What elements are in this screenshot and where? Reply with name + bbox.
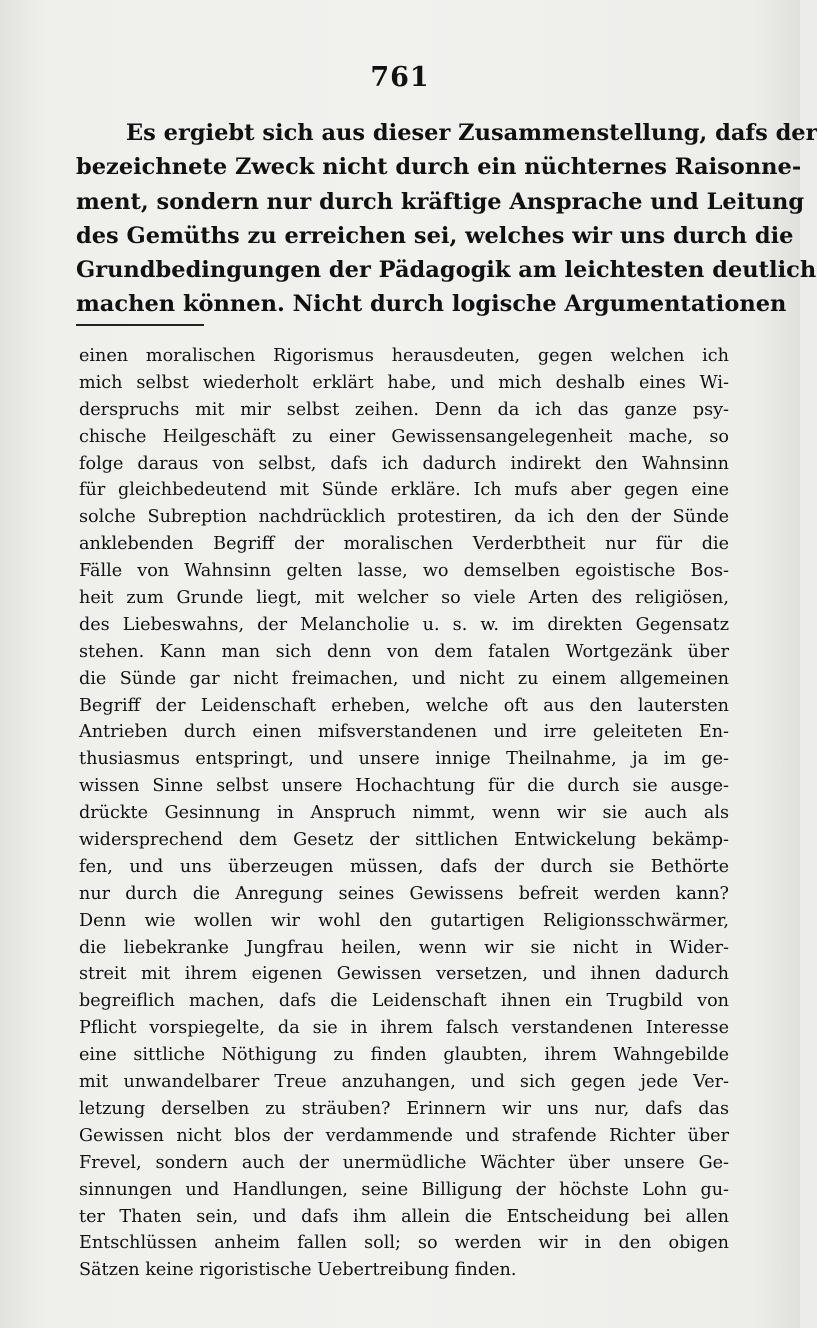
- footnote-line: des Liebeswahns, der Melancholie u. s. w. im direkten Gegensatz: [79, 614, 729, 635]
- footnote-line: für gleichbedeutend mit Sünde erkläre. Ich mufs aber gegen eine: [79, 480, 729, 501]
- footnote-line: Entschlüssen anheim fallen soll; so werden wir in den obigen: [79, 1233, 729, 1254]
- footnote-line: mich selbst wiederholt erklärt habe, und mich deshalb eines Wi-: [79, 372, 729, 393]
- footnote-line: eine sittliche Nöthigung zu finden glaubten, ihrem Wahngebilde: [79, 1045, 729, 1066]
- footnote-separator: [76, 324, 204, 326]
- main-text-line: bezeichnete Zweck nicht durch ein nüchternes Raisonne-: [76, 154, 802, 181]
- main-text-line: Grundbedingungen der Pädagogik am leichtesten deutlich: [76, 257, 817, 284]
- footnote-line: nur durch die Anregung seines Gewissens befreit werden kann?: [79, 883, 729, 904]
- main-text-line: des Gemüths zu erreichen sei, welches wir uns durch die: [76, 222, 794, 249]
- footnote-line: die Sünde gar nicht freimachen, und nicht zu einem allgemeinen: [79, 668, 729, 689]
- footnote-line: heit zum Grunde liegt, mit welcher so viele Arten des religiösen,: [79, 588, 729, 609]
- footnote-line: mit unwandelbarer Treue anzuhangen, und sich gegen jede Ver-: [79, 1072, 729, 1093]
- footnote-line: Antrieben durch einen mifsverstandenen und irre geleiteten En-: [79, 722, 729, 743]
- footnote-line: Begriff der Leidenschaft erheben, welche oft aus den lautersten: [79, 695, 729, 716]
- main-text-line: ment, sondern nur durch kräftige Ansprache und Leitung: [76, 188, 805, 215]
- footnote-line: einen moralischen Rigorismus herausdeuten, gegen welchen ich: [79, 346, 729, 366]
- footnote-line: anklebenden Begriff der moralischen Verderbtheit nur für die: [79, 534, 729, 555]
- footnote-line: stehen. Kann man sich denn von dem fatalen Wortgezänk über: [79, 641, 729, 662]
- footnote-line: chische Heilgeschäft zu einer Gewissensangelegenheit mache, so: [79, 426, 729, 447]
- main-body-text: [76, 116, 817, 322]
- footnote-line: derspruchs mit mir selbst zeihen. Denn da ich das ganze psy-: [79, 399, 729, 420]
- footnote-line: streit mit ihrem eigenen Gewissen versetzen, und ihnen dadurch: [79, 964, 729, 985]
- main-text-line: machen können. Nicht durch logische Argumentationen: [76, 291, 787, 318]
- footnote-line: sinnungen und Handlungen, seine Billigung der höchste Lohn gu-: [79, 1179, 729, 1200]
- footnote-text: [79, 343, 729, 1284]
- footnote-line: thusiasmus entspringt, und unsere innige Theilnahme, ja im ge-: [79, 749, 729, 770]
- footnote-line: Pflicht vorspiegelte, da sie in ihrem falsch verstandenen Interesse: [79, 1018, 729, 1039]
- footnote-line: Sätzen keine rigoristische Uebertreibung finden.: [79, 1260, 517, 1281]
- main-text-line: Es ergiebt sich aus dieser Zusammenstellung, dafs der: [126, 120, 817, 146]
- footnote-line: Denn wie wollen wir wohl den gutartigen Religionsschwärmer,: [79, 910, 729, 931]
- footnote-line: Frevel, sondern auch der unermüdliche Wächter über unsere Ge-: [79, 1152, 729, 1173]
- footnote-line: fen, und uns überzeugen müssen, dafs der durch sie Bethörte: [79, 856, 729, 877]
- footnote-line: die liebekranke Jungfrau heilen, wenn wir sie nicht in Wider-: [79, 937, 729, 958]
- footnote-line: widersprechend dem Gesetz der sittlichen Entwickelung bekämp-: [79, 830, 729, 851]
- footnote-line: Gewissen nicht blos der verdammende und strafende Richter über: [79, 1125, 729, 1146]
- footnote-line: letzung derselben zu sträuben? Erinnern wir uns nur, dafs das: [79, 1098, 729, 1119]
- page-number: 761: [370, 62, 430, 93]
- footnote-line: begreiflich machen, dafs die Leidenschaft ihnen ein Trugbild von: [79, 991, 729, 1012]
- footnote-line: drückte Gesinnung in Anspruch nimmt, wenn wir sie auch als: [79, 803, 729, 824]
- footnote-line: folge daraus von selbst, dafs ich dadurch indirekt den Wahnsinn: [79, 453, 729, 474]
- footnote-line: ter Thaten sein, und dafs ihm allein die Entscheidung bei allen: [79, 1206, 729, 1227]
- footnote-line: Fälle von Wahnsinn gelten lasse, wo demselben egoistische Bos-: [79, 561, 729, 582]
- footnote-line: solche Subreption nachdrücklich protestiren, da ich den der Sünde: [79, 507, 729, 528]
- footnote-line: wissen Sinne selbst unsere Hochachtung für die durch sie ausge-: [79, 776, 729, 797]
